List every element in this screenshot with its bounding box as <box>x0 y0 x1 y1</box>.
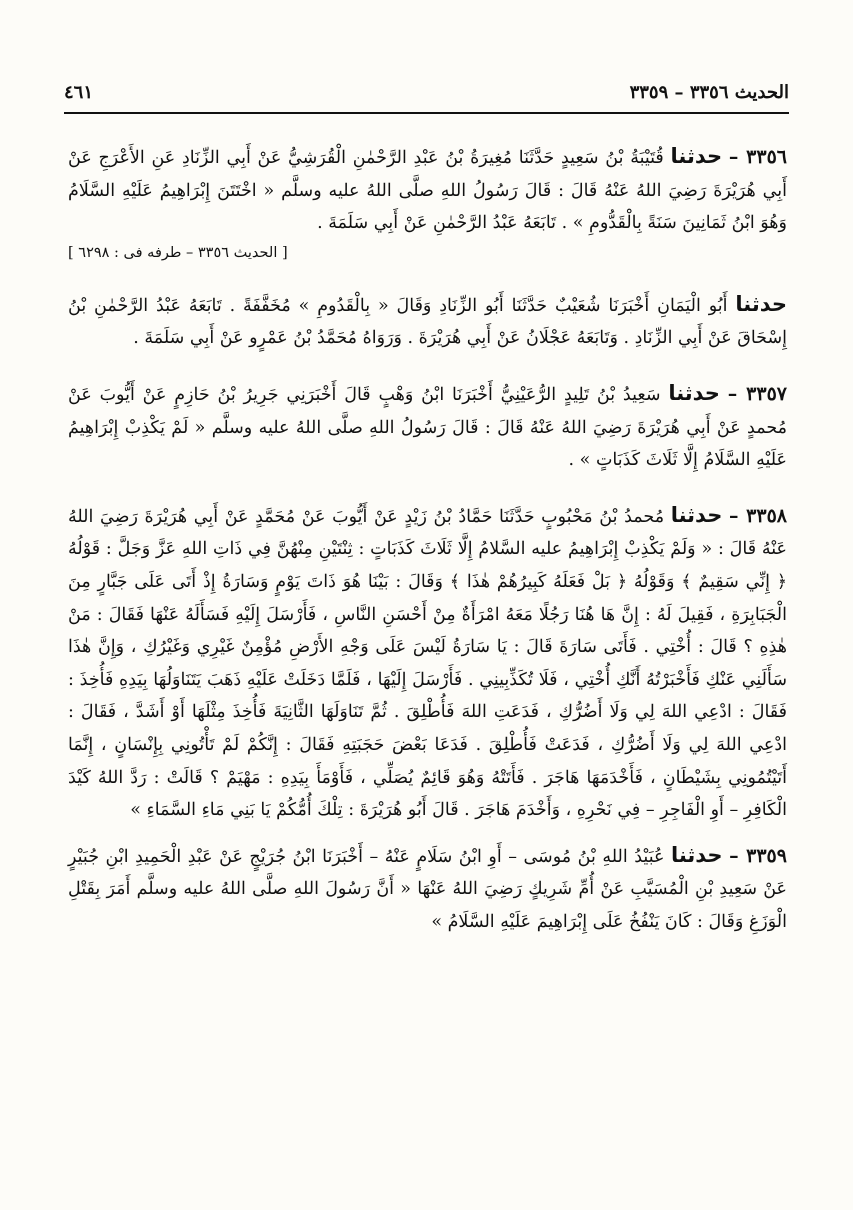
hadith-number: ٣٣٥٧ – <box>727 382 787 405</box>
haddathana-keyword: حدثنا <box>670 144 723 168</box>
page-content <box>68 140 787 938</box>
hadith-text: أَبُو الْيَمَانِ أَخْبَرَنَا شُعَيْبٌ حَدَّثَنَا أَبُو الزِّنَادِ وَقَالَ « بِالْقَدُومِ » مُخَفَّفَةً . تَابَعَهُ عَبْدُ الرَّحْمٰنِ بْنُ إِسْحَاقَ عَنْ أَبِي الزِّنَادِ . وَتَابَعَهُ عَجْلَانُ عَنْ أَبِي هُرَيْرَةَ . وَرَوَاهُ مُحَمَّدُ بْنُ عَمْرٍو عَنْ أَبِي سَلَمَةَ . <box>68 295 787 349</box>
hadith-text: عُبَيْدُ اللهِ بْنُ مُوسَى – أَوِ ابْنُ سَلَامٍ عَنْهُ – أَخْبَرَنَا ابْنُ جُرَيْجٍ عَنْ عَبْدِ الْحَمِيدِ ابْنِ جُبَيْرٍ عَنْ سَعِيدِ بْنِ الْمُسَيَّبِ عَنْ أُمِّ شَرِيكٍ رَضِيَ اللهُ عَنْهَا « أَنَّ رَسُولَ اللهِ صلَّى اللهُ عليه وسلَّم أَمَرَ بِقَتْلِ الْوَزَغِ وَقَالَ : كَانَ يَنْفُخُ عَلَى إِبْرَاهِيمَ عَلَيْهِ السَّلَامُ » <box>68 846 787 932</box>
haddathana-keyword: حدثنا <box>735 291 787 316</box>
hadith-3358 <box>68 499 787 827</box>
hadith-text: سَعِيدُ بْنُ تَلِيدٍ الرُّعَيْنِيُّ أَخْبَرَنَا ابْنُ وَهْبٍ قَالَ أَخْبَرَنِي جَرِيرُ بْنُ حَازِمٍ عَنْ أَيُّوبَ عَنْ مُحمدٍ عَنْ أَبِي هُرَيْرَةَ رَضِيَ اللهُ عَنْهُ قَالَ : قَالَ رَسُولُ اللهِ صلَّى اللهُ عليه وسلَّم « لَمْ يَكْذِبْ إِبْرَاهِيمُ عَلَيْهِ السَّلَامُ إِلَّا ثَلَاثَ كَذَبَاتٍ » . <box>68 384 787 471</box>
hadith-text: مُحمدُ بْنُ مَحْبُوبٍ حَدَّثَنَا حَمَّادُ بْنُ زَيْدٍ عَنْ أَيُّوبَ عَنْ مُحَمَّدٍ عَنْ أَبِي هُرَيْرَةَ رَضِيَ اللهُ عَنْهُ قَالَ : « وَلَمْ يَكْذِبْ إِبْرَاهِيمُ عليه السَّلامُ إِلَّا ثَلَاثَ كَذَبَاتٍ : ثِنْتَيْنِ مِنْهُنَّ فِي ذَاتِ اللهِ عَزَّ وَجَلَّ : قَوْلُهُ ﴿ إِنِّي سَقِيمٌ ﴾ وَقَوْلُهُ ﴿ بَلْ فَعَلَهُ كَبِيرُهُمْ هٰذَا ﴾ وَقَالَ : بَيْنَا هُوَ ذَاتَ يَوْمٍ وَسَارَةُ إِذْ أَتَى عَلَى جَبَّارٍ مِنَ الْجَبَابِرَةِ ، فَقِيلَ لَهُ : إِنَّ هَا هُنَا رَجُلًا مَعَهُ امْرَأَةٌ مِنْ أَحْسَنِ النَّاسِ ، فَأَرْسَلَ إِلَيْهِ فَسَأَلَهُ عَنْهَا فَقَالَ : مَنْ هٰذِهِ ؟ قَالَ : أُخْتِي . فَأَتَى سَارَةَ قَالَ : يَا سَارَةُ لَيْسَ عَلَى وَجْهِ الأَرْضِ مُؤْمِنٌ غَيْرِي وَغَيْرُكِ ، وَإِنَّ هٰذَا سَأَلَنِي عَنْكِ فَأَخْبَرْتُهُ أَنَّكِ أُخْتِي ، فَلَا تُكَذِّبِينِي . فَأَرْسَلَ إِلَيْهَا ، فَلَمَّا دَخَلَتْ عَلَيْهِ ذَهَبَ يَتَنَاوَلُهَا بِيَدِهِ فَأُخِذَ : فَقَالَ : ادْعِي اللهَ لِي وَلَا أَضُرُّكِ ، فَدَعَتِ اللهَ فَأُطْلِقَ . ثُمَّ تَنَاوَلَهَا الثَّانِيَةَ فَأُخِذَ مِثْلَهَا أَوْ أَشَدَّ ، فَقَالَ : ادْعِي اللهَ لِي وَلَا أَضُرُّكِ ، فَدَعَتْ فَأُطْلِقَ . فَدَعَا بَعْضَ حَجَبَتِهِ فَقَالَ : إِنَّكُمْ لَمْ تَأْتُونِي بِإِنْسَانٍ ، إِنَّمَا أَتَيْتُمُونِي بِشَيْطَانٍ ، فَأَخْدَمَهَا هَاجَرَ . فَأَتَتْهُ وَهُوَ قَائِمٌ يُصَلِّي ، فَأَوْمَأَ بِيَدِهِ : مَهْيَمْ ؟ قَالَتْ : رَدَّ اللهُ كَيْدَ الْكَافِرِ – أَوِ الْفَاجِرِ – فِي نَحْرِهِ ، وَأَخْدَمَ هَاجَرَ . قَالَ أَبُو هُرَيْرَةَ : تِلْكَ أُمُّكُمْ يَا بَنِي مَاءِ السَّمَاءِ » <box>68 506 787 821</box>
hadith-number: ٣٣٥٦ – <box>728 146 787 168</box>
haddathana-keyword: حدثنا <box>668 380 720 405</box>
hadith-text: قُتَيْبَةُ بْنُ سَعِيدٍ حَدَّثَنَا مُغِيرَةُ بْنُ عَبْدِ الرَّحْمٰنِ الْقُرَشِيُّ عَنْ أَبِي الزِّنَادِ عَنِ الأَعْرَجِ عَنْ أَبِي هُرَيْرَةَ رَضِيَ اللهُ عَنْهُ قَالَ : قَالَ رَسُولُ اللهِ صلَّى اللهُ عليه وسلَّم « اخْتَتَنَ إِبْرَاهِيمُ عَلَيْهِ السَّلَامُ وَهُوَ ابْنُ ثَمَانِينَ سَنَةً بِالْقَدُّومِ » . تَابَعَهُ عَبْدُ الرَّحْمٰنِ عَنْ أَبِي سَلَمَةَ . <box>68 148 787 234</box>
hadith-3356-continued <box>68 288 787 355</box>
hadith-range: الحديث ٣٣٥٦ – ٣٣٥٩ <box>629 82 789 103</box>
haddathana-keyword: حدثنا <box>670 502 723 527</box>
haddathana-keyword: حدثنا <box>670 842 723 867</box>
hadith-number: ٣٣٥٩ – <box>729 844 787 867</box>
hadith-3357 <box>68 377 787 477</box>
hadith-number: ٣٣٥٨ – <box>728 504 787 527</box>
page-header <box>64 82 789 114</box>
hadith-3359 <box>68 839 787 939</box>
cross-reference-note: [ الحديث ٣٣٥٦ – طرفه فى : ٦٢٩٨ ] <box>68 244 288 261</box>
page-number: ٤٦١ <box>64 82 94 103</box>
hadith-3356 <box>68 140 787 240</box>
